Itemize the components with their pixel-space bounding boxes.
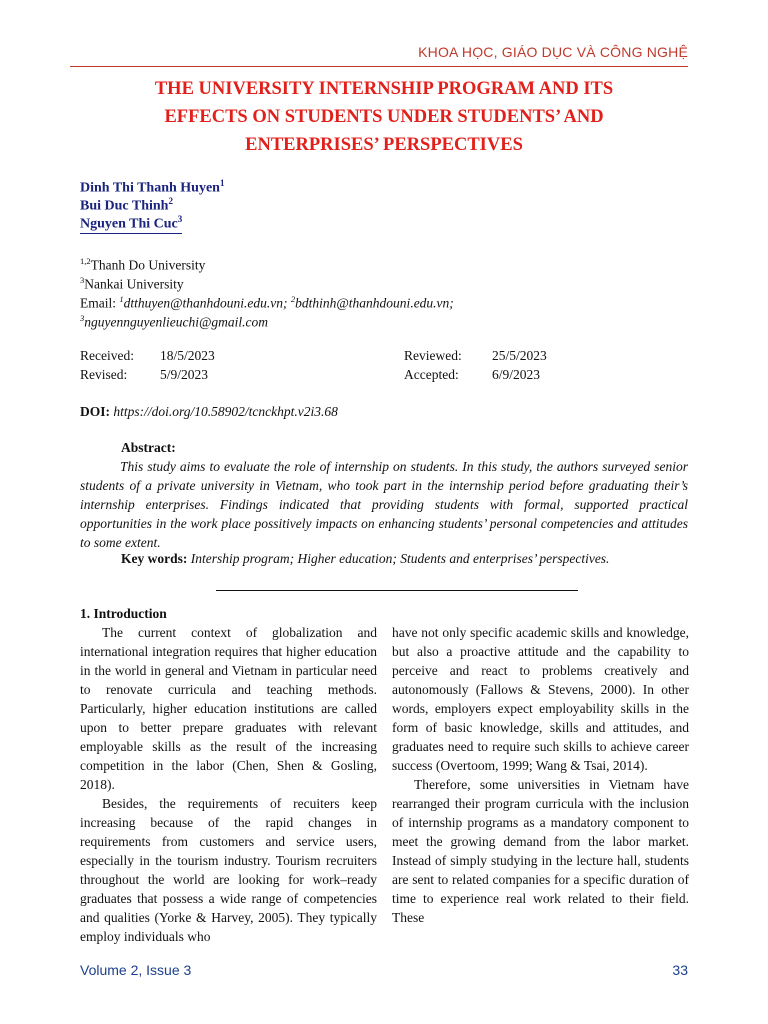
revised-label: Revised: [80, 367, 128, 382]
received-label: Received: [80, 348, 134, 363]
keywords-line: Key words: Intership program; Higher education; Students and enterprises’ perspectives. [121, 551, 610, 566]
reviewed-label: Reviewed: [404, 348, 462, 363]
intro-paragraph-1: The current context of globalization and international integration requires that higher education in the world in general and Vietnam in particular need to renovate curricula and teaching methods. Particularly, higher education institutions are called upon to better prepare graduates with relevant employable skills as the result of the increasing competition in the labor (Chen, Shen & Gosling, 2018). [80, 625, 377, 792]
email-1[interactable]: dtthuyen@thanhdouni.edu.vn; [123, 295, 291, 311]
accepted-label: Accepted: [404, 367, 459, 382]
received-date: 18/5/2023 [160, 348, 215, 363]
intro-paragraph-4: Therefore, some universities in Vietnam have rearranged their program curricula with the inclusion of internship programs as a mandatory component to meet the growing demand from the labor market. Instead of simply studying in the lecture hall, students are sent to related companies for a specific duration of time to experience real work related to their field. These [392, 777, 689, 925]
intro-right-column [392, 623, 689, 927]
email-3[interactable]: nguyennguyenlieuchi@gmail.com [84, 314, 268, 330]
affiliation-1: $^{1,2}$Thanh Do University [80, 256, 206, 273]
paper-title-line-3: ENTERPRISES’ PERSPECTIVES [245, 135, 523, 155]
author-3: Nguyen Thi Cuc$^3$ [80, 214, 183, 232]
intro-paragraph-3: have not only specific academic skills and knowledge, but also a proactive attitude and the capability to perceive and react to problems creatively and autonomously (Fallows & Stevens, 2000). In other words, employers expect employability skills in the form of basic knowledge, skills and attitudes, and graduates need to require such skills to achieve career success (Overtoom, 1999; Wang & Tsai, 2014). [392, 625, 689, 773]
abstract-text: This study aims to evaluate the role of internship on students. In this study, the authors surveyed senior students of a private university in Vietnam, who took part in the internship period before graduating their’s internship enterprises. Findings indicated that providing students with formal, supported practical opportunities in the work place possitively impacts on enhancing students’ personal competencies and attitudes to some extent. [80, 459, 688, 550]
revised-date: 5/9/2023 [160, 367, 209, 382]
footer-page-number: 33 [672, 962, 688, 978]
author-2: Bui Duc Thinh$^2$ [80, 196, 173, 214]
paper-title-line-2: EFFECTS ON STUDENTS UNDER STUDENTS’ AND [164, 107, 604, 127]
header-divider [70, 66, 688, 67]
author-1: Dinh Thi Thanh Huyen$^1$ [80, 178, 225, 196]
email-line: Email: $^1$dtthuyen@thanhdouni.edu.vn; $^2$bdthinh@thanhdouni.edu.vn; [80, 294, 454, 311]
intro-paragraph-2: Besides, the requirements of recuiters keep increasing because of the rapid changes in requirements from customers and service users, especially in the tourism industry. Tourism recruiters throughout the world are looking for work–ready graduates that possess a wide range of competencies and qualities (Yorke & Harvey, 2005). They typically employ individuals who [80, 796, 377, 944]
abstract-heading: Abstract: [121, 440, 176, 455]
section-divider [216, 590, 578, 591]
journal-section-label: KHOA HỌC, GIÁO DỤC VÀ CÔNG NGHỆ [418, 44, 688, 60]
paper-title-line-1: THE UNIVERSITY INTERNSHIP PROGRAM AND ITS [154, 79, 614, 99]
email-2[interactable]: bdthinh@thanhdouni.edu.vn; [295, 295, 454, 311]
email-line-2: $^3$nguyennguyenlieuchi@gmail.com [80, 313, 268, 330]
reviewed-date: 25/5/2023 [492, 348, 547, 363]
doi-link[interactable]: https://doi.org/10.58902/tcnckhpt.v2i3.68 [113, 404, 338, 419]
accepted-date: 6/9/2023 [492, 367, 541, 382]
affiliation-2: $^3$Nankai University [80, 275, 184, 292]
intro-heading: 1. Introduction [80, 606, 167, 621]
doi-line: DOI: https://doi.org/10.58902/tcnckhpt.v2i3.68 [80, 404, 338, 419]
intro-left-column [80, 604, 377, 946]
footer-volume: Volume 2, Issue 3 [80, 962, 192, 978]
